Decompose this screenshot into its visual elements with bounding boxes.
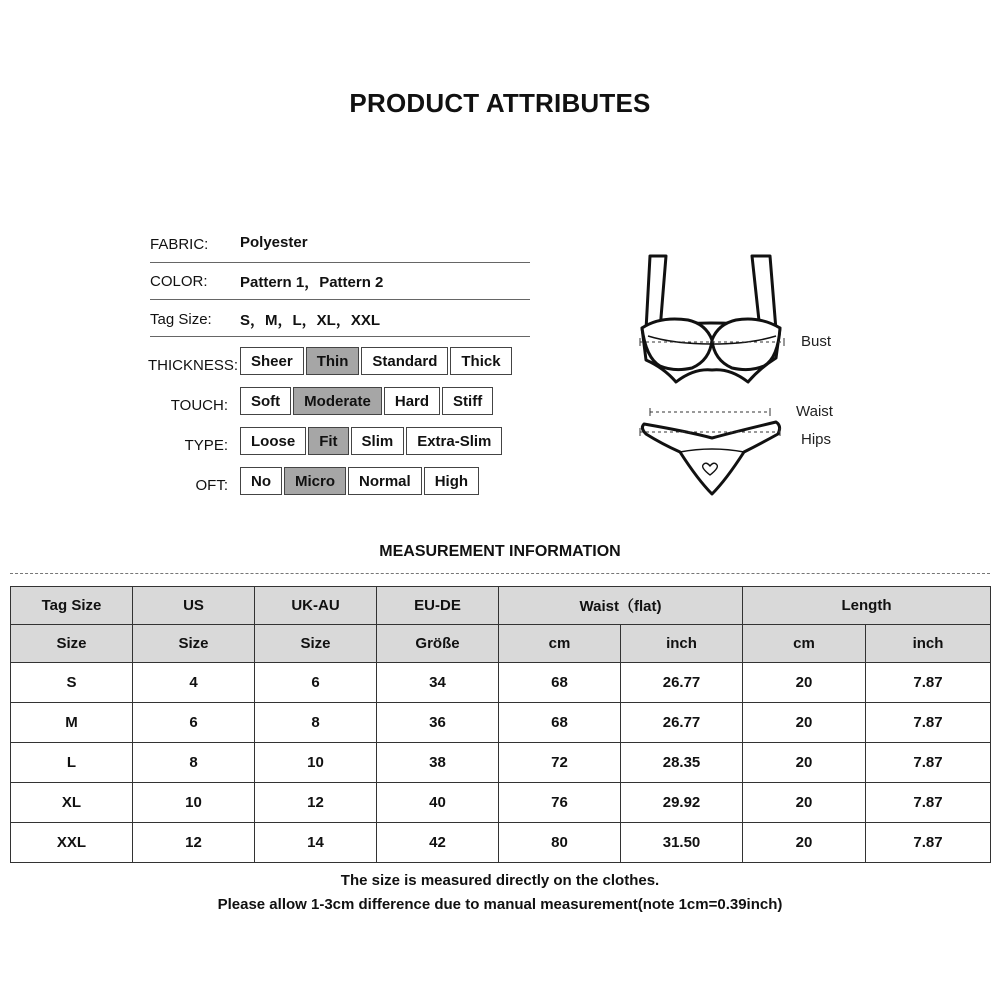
subheader-cell: Size <box>255 625 377 663</box>
table-cell: 76 <box>499 783 621 823</box>
fabric-label: FABRIC: <box>150 236 209 253</box>
table-cell: 31.50 <box>621 823 743 863</box>
oft-options <box>240 467 479 495</box>
measurement-title: MEASUREMENT INFORMATION <box>379 543 621 560</box>
table-cell: M <box>11 703 133 743</box>
table-cell: 10 <box>255 743 377 783</box>
table-cell: 72 <box>499 743 621 783</box>
hips-label: Hips <box>801 431 832 448</box>
header-tag-size: Tag Size <box>11 587 133 625</box>
fabric-value: Polyester <box>240 234 308 251</box>
table-cell: 7.87 <box>866 703 991 743</box>
divider <box>150 336 530 337</box>
table-cell: 20 <box>743 703 866 743</box>
table-cell: 8 <box>255 703 377 743</box>
subheader-cell: cm <box>499 625 621 663</box>
oft-option-no[interactable]: No <box>240 467 282 495</box>
table-cell: 7.87 <box>866 783 991 823</box>
oft-option-high[interactable]: High <box>424 467 479 495</box>
table-cell: 20 <box>743 663 866 703</box>
table-cell: 20 <box>743 783 866 823</box>
touch-label: TOUCH: <box>170 397 228 414</box>
thickness-label: THICKNESS: <box>147 357 238 374</box>
tag-size-label: Tag Size: <box>150 311 212 328</box>
oft-option-micro[interactable]: Micro <box>284 467 346 495</box>
table-row <box>11 743 991 783</box>
header-length: Length <box>743 587 991 625</box>
subheader-cell: Size <box>133 625 255 663</box>
subheader-cell: Größe <box>377 625 499 663</box>
note-line-1: The size is measured directly on the clothes. <box>340 872 660 889</box>
bust-label: Bust <box>801 333 832 350</box>
table-cell: 12 <box>133 823 255 863</box>
type-options <box>240 427 502 455</box>
table-cell: XXL <box>11 823 133 863</box>
table-cell: 26.77 <box>621 663 743 703</box>
color-value: Pattern 1，Pattern 2 <box>240 274 384 291</box>
table-cell: 68 <box>499 663 621 703</box>
touch-option-hard[interactable]: Hard <box>384 387 440 415</box>
table-cell: L <box>11 743 133 783</box>
divider <box>150 299 530 300</box>
type-option-fit[interactable]: Fit <box>308 427 348 455</box>
table-body <box>11 663 991 863</box>
table-cell: 36 <box>377 703 499 743</box>
table-cell: 4 <box>133 663 255 703</box>
table-cell: XL <box>11 783 133 823</box>
table-cell: 7.87 <box>866 663 991 703</box>
table-cell: 14 <box>255 823 377 863</box>
thickness-option-thin[interactable]: Thin <box>306 347 360 375</box>
table-cell: S <box>11 663 133 703</box>
table-cell: 40 <box>377 783 499 823</box>
touch-options <box>240 387 493 415</box>
waist-label: Waist <box>796 403 833 420</box>
table-cell: 6 <box>133 703 255 743</box>
size-diagram <box>630 248 860 503</box>
table-cell: 28.35 <box>621 743 743 783</box>
thickness-option-sheer[interactable]: Sheer <box>240 347 304 375</box>
dotted-divider <box>10 573 990 574</box>
bikini-illustration <box>630 248 860 503</box>
table-row <box>11 823 991 863</box>
tag-size-value: S，M，L，XL，XXL <box>240 312 381 329</box>
page-title: PRODUCT ATTRIBUTES <box>349 88 651 118</box>
subheader-cell: Size <box>11 625 133 663</box>
table-cell: 6 <box>255 663 377 703</box>
table-cell: 80 <box>499 823 621 863</box>
type-option-loose[interactable]: Loose <box>240 427 306 455</box>
oft-option-normal[interactable]: Normal <box>348 467 422 495</box>
table-cell: 20 <box>743 743 866 783</box>
type-option-slim[interactable]: Slim <box>351 427 405 455</box>
subheader-cell: inch <box>866 625 991 663</box>
table-cell: 68 <box>499 703 621 743</box>
thickness-options <box>240 347 512 375</box>
table-cell: 26.77 <box>621 703 743 743</box>
table-row <box>11 663 991 703</box>
header-eu-de: EU-DE <box>377 587 499 625</box>
header-uk-au: UK-AU <box>255 587 377 625</box>
table-cell: 42 <box>377 823 499 863</box>
oft-label: OFT: <box>195 477 228 494</box>
table-cell: 8 <box>133 743 255 783</box>
table-cell: 34 <box>377 663 499 703</box>
table-cell: 12 <box>255 783 377 823</box>
table-row <box>11 703 991 743</box>
note-line-2: Please allow 1-3cm difference due to manual measurement(note 1cm=0.39inch) <box>217 896 783 913</box>
table-row <box>11 783 991 823</box>
color-label: COLOR: <box>150 273 208 290</box>
header-row-1 <box>11 587 991 625</box>
table-cell: 7.87 <box>866 823 991 863</box>
touch-option-soft[interactable]: Soft <box>240 387 291 415</box>
type-label: TYPE: <box>184 437 228 454</box>
touch-option-stiff[interactable]: Stiff <box>442 387 493 415</box>
table-cell: 38 <box>377 743 499 783</box>
table-cell: 20 <box>743 823 866 863</box>
touch-option-moderate[interactable]: Moderate <box>293 387 382 415</box>
size-table <box>10 586 991 863</box>
subheader-cell: cm <box>743 625 866 663</box>
thickness-option-standard[interactable]: Standard <box>361 347 448 375</box>
table-cell: 29.92 <box>621 783 743 823</box>
header-row-2 <box>11 625 991 663</box>
header-us: US <box>133 587 255 625</box>
table-cell: 10 <box>133 783 255 823</box>
divider <box>150 262 530 263</box>
table-cell: 7.87 <box>866 743 991 783</box>
subheader-cell: inch <box>621 625 743 663</box>
thickness-option-thick[interactable]: Thick <box>450 347 511 375</box>
type-option-extra-slim[interactable]: Extra-Slim <box>406 427 502 455</box>
header-waist: Waist（flat) <box>499 587 743 625</box>
